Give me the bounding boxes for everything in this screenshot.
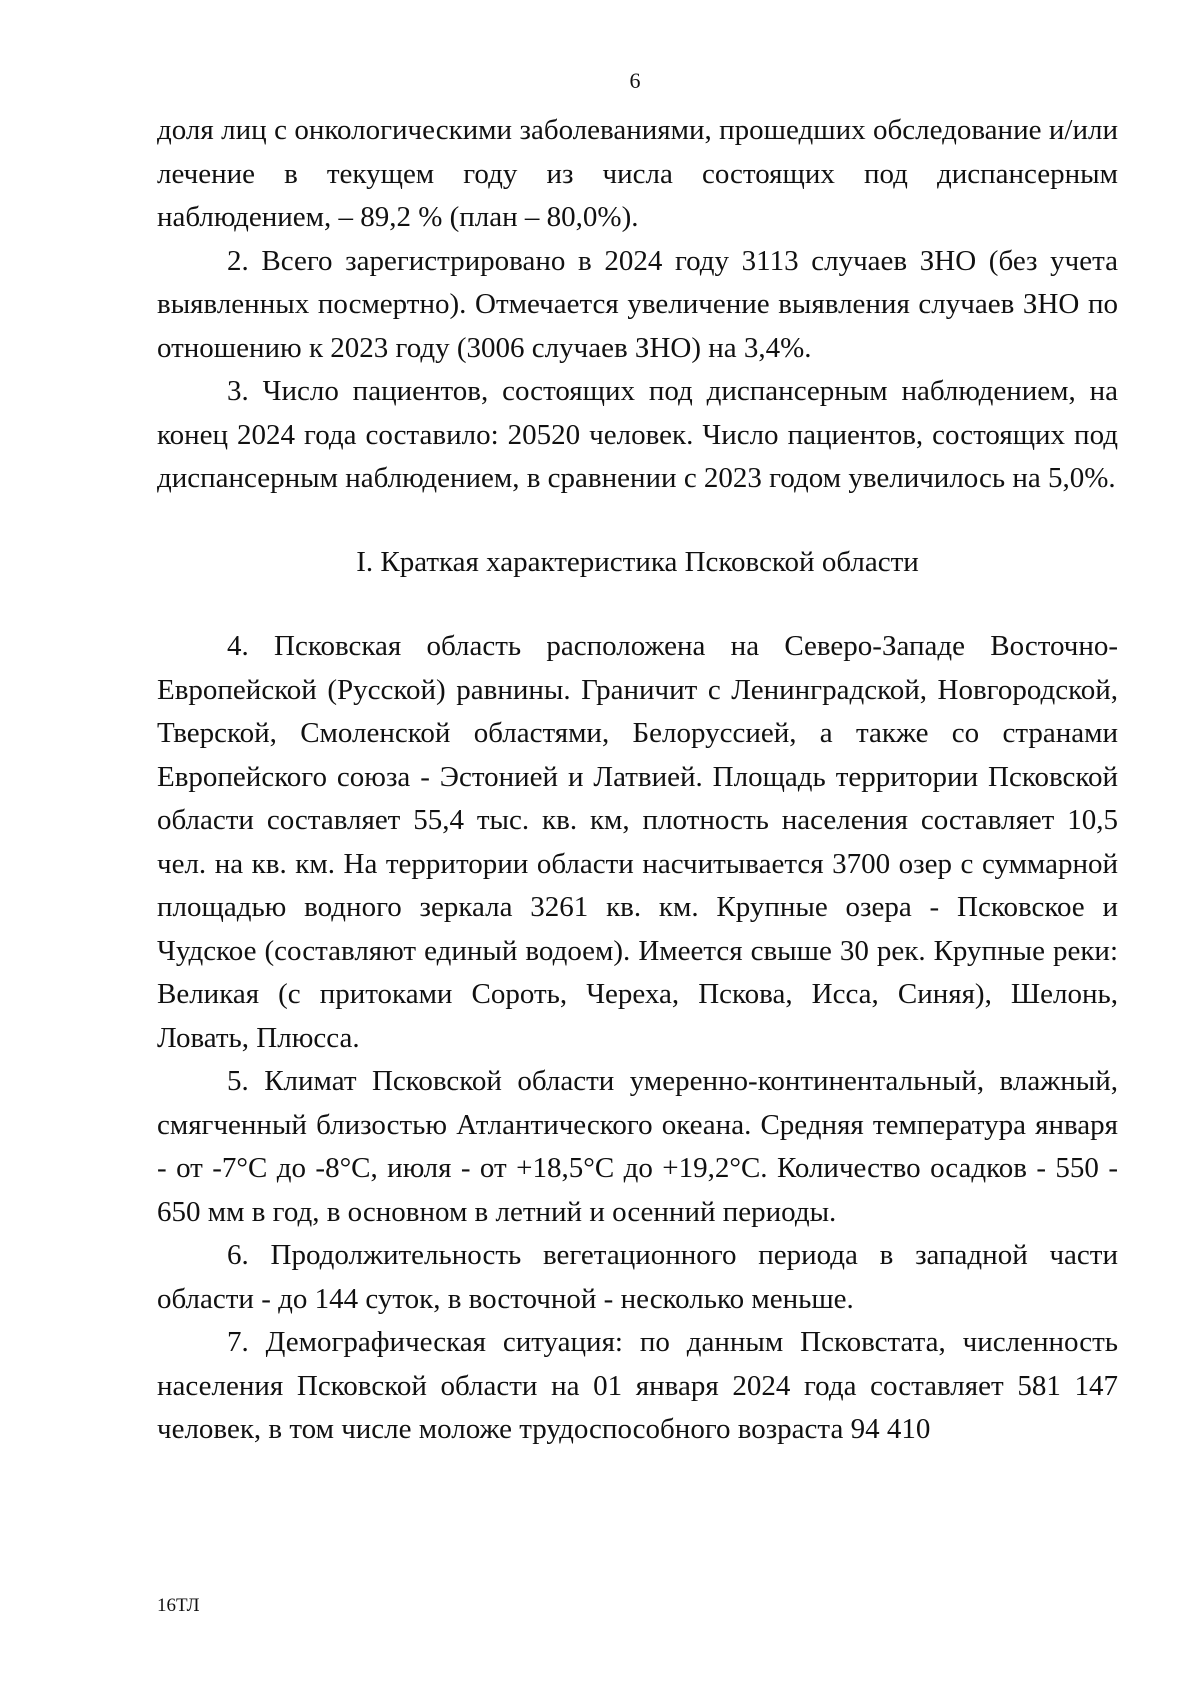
section-heading: I. Краткая характеристика Псковской области xyxy=(356,545,919,578)
paragraph-6: 6. Продолжительность вегетационного периода в западной части области - до 144 суток, в восточной - несколько меньше. xyxy=(157,1239,1118,1315)
document-body xyxy=(157,109,1118,1452)
paragraph-intro-continuation: доля лиц с онкологическими заболеваниями, прошедших обследование и/или лечение в текущем году из числа состоящих под диспансерным наблюдением, – 89,2 % (план – 80,0%). xyxy=(157,114,1118,233)
paragraph-4: 4. Псковская область расположена на Северо-Западе Восточно-Европейской (Русской) равнины. Граничит с Ленинградской, Новгородской, Тверской, Смоленской областями, Белоруссией, а также со странами Европейского союза - Эстонией и Латвией. Площадь территории Псковской области составляет 55,4 тыс. кв. км, плотность населения составляет 10,5 чел. на кв. км. На территории области насчитывается 3700 озер с суммарной площадью водного зеркала 3261 кв. км. Крупные озера - Псковское и Чудское (составляют единый водоем). Имеется свыше 30 рек. Крупные реки: Великая (с притоками Сороть, Череха, Пскова, Исса, Синяя), Шелонь, Ловать, Плюсса. xyxy=(157,630,1118,1054)
paragraph-3: 3. Число пациентов, состоящих под диспансерным наблюдением, на конец 2024 года составило: 20520 человек. Число пациентов, состоящих под диспансерным наблюдением, в сравнении с 2023 годом увеличилось на 5,0%. xyxy=(157,375,1118,494)
page-number: 6 xyxy=(629,68,641,93)
paragraph-7: 7. Демографическая ситуация: по данным Псковстата, численность населения Псковской области на 01 января 2024 года составляет 581 147 человек, в том числе моложе трудоспособного возраста 94 410 xyxy=(157,1326,1118,1445)
paragraph-2: 2. Всего зарегистрировано в 2024 году 3113 случаев ЗНО (без учета выявленных посмертно). Отмечается увеличение выявления случаев ЗНО по отношению к 2023 году (3006 случаев ЗНО) на 3,4%. xyxy=(157,244,1118,364)
paragraph-5: 5. Климат Псковской области умеренно-континентальный, влажный, смягченный близостью Атлантического океана. Средняя температура января - от -7°С до -8°С, июля - от +18,5°С до +19,2°С. Количество осадков - 550 - 650 мм в год, в основном в летний и осенний периоды. xyxy=(157,1065,1118,1228)
footer-document-code: 16ТЛ xyxy=(157,1595,200,1616)
